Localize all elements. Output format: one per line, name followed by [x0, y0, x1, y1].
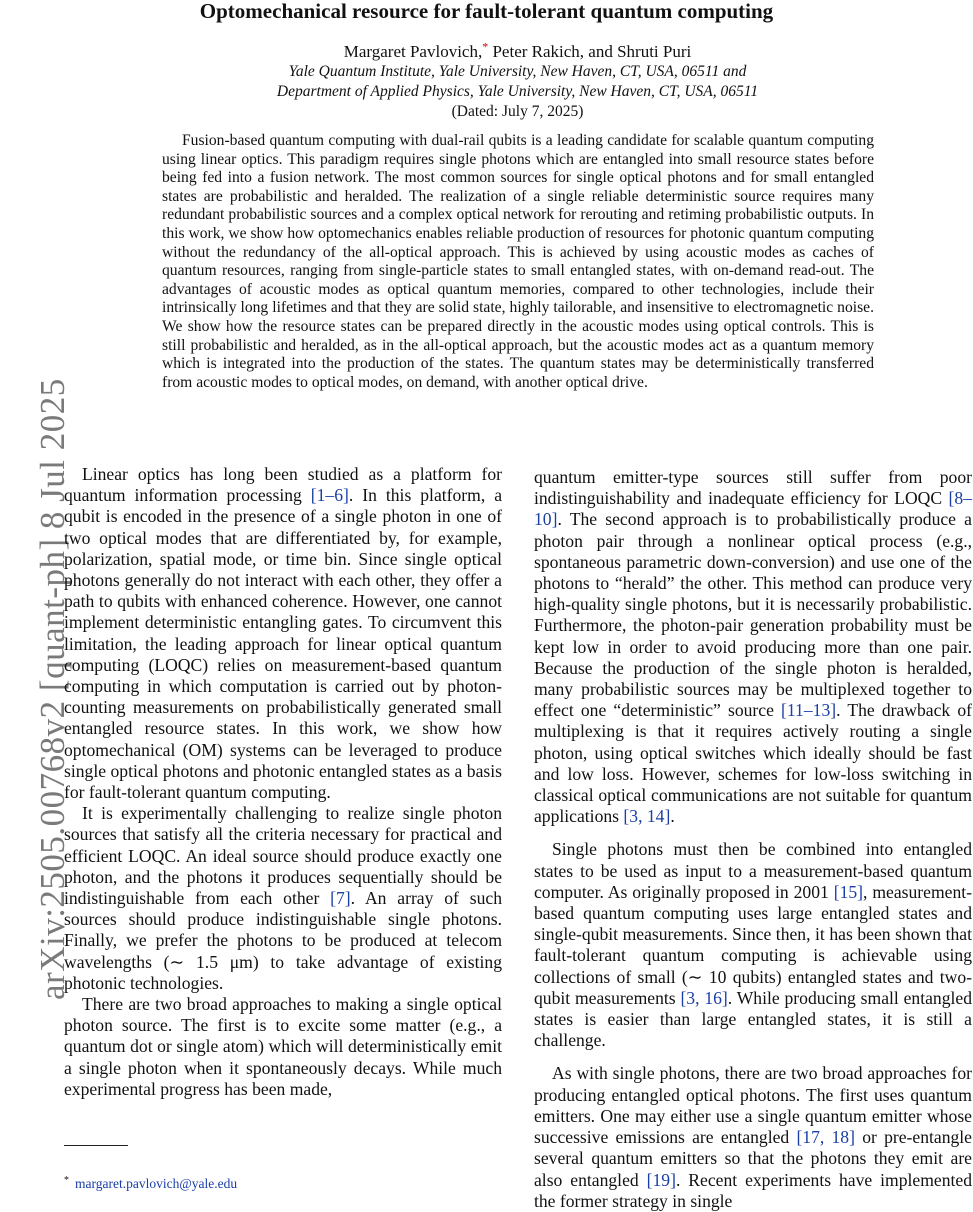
affiliation-line-1: Yale Quantum Institute, Yale University, New Haven, CT, USA, 06511 and — [288, 63, 747, 80]
arxiv-identifier-stamp: arXiv:2505.00768v2 [quant-ph] 8 Jul 2025 — [33, 378, 72, 1000]
paper-title: Optomechanical resource for fault-tolerant quantum computing — [199, 0, 774, 23]
paragraph: Linear optics has long been studied as a platform for quantum information processing [1–6]. In this platform, a qubit is encoded in the presence of a single photon in one of two optical modes that are differentiated by, for example, polarization, spatial mode, or time bin. Since single optical photons generally do not interact with each other, they offer a path to qubits with enhanced coherence. However, one cannot implement deterministic entangling gates. To circumvent this limitation, the leading approach for linear optical quantum computing (LOQC) relies on measurement-based quantum computing in which computation is carried out by photon-counting measurements on probabilistically generated small entangled resource states. In this work, we show how optomechanical (OM) systems can be leveraged to produce single optical photons and photonic entangled states as a basis for fault-tolerant quantum computing. — [64, 464, 503, 803]
footnote-divider — [64, 1145, 128, 1146]
paragraph: quantum emitter-type sources still suffer from poor indistinguishability and inadequate efficiency for LOQC [8–10]. The second approach is to probabilistically produce a photon pair through a nonlinear optical process (e.g., spontaneous parametric down-conversion) and use one of the photons to “herald” the other. This method can produce very high-quality single photons, but it is necessarily probabilistic. Furthermore, the photon-pair generation probability must be kept low in order to avoid producing more than one pair. Because the production of the single photon is heralded, many probabilistic sources may be multiplexed together to effect one “deterministic” source [11–13]. The drawback of multiplexing is that it requires actively routing a single photon, using optical switches which ideally should be fast and low loss. However, schemes for low-loss switching in classical optical communications are not suitable for quantum applications [3, 14]. — [534, 467, 972, 827]
citation-link[interactable]: [19] — [646, 1169, 676, 1190]
citation-link[interactable]: [8–10] — [534, 488, 972, 530]
citation-link[interactable]: [3, 14] — [623, 806, 671, 827]
citation-link[interactable]: [11–13] — [781, 700, 837, 721]
abstract: Fusion-based quantum computing with dual-rail qubits is a leading candidate for scalable quantum computing using linear optics. This paradigm requires single photons which are entangled into small resource states before being fed into a fusion network. The most common sources for single optical photons and for small entangled states are probabilistic and heralded. The realization of a single reliable deterministic source requires many redundant probabilistic sources and a complex optical network for rerouting and retiming probabilistic outputs. In this work, we show how optomechanics enables reliable production of resources for photonic quantum computing without the redundancy of the all-optical approach. This is achieved by using acoustic modes as caches of quantum resources, ranging from single-particle states to small entangled states, with on-demand read-out. The advantages of acoustic modes as optical quantum memories, compared to other technologies, include their intrinsically long lifetimes and that they are solid state, highly tailorable, and insensitive to electromagnetic noise. We show how the resource states can be prepared directly in the acoustic modes using optical controls. This is still probabilistic and heralded, as in the all-optical approach, but the acoustic modes act as a quantum memory which is integrated into the production of the states. The quantum states may be deterministically transferred from acoustic modes to optical modes, on demand, with another optical drive. — [162, 132, 874, 391]
paragraph: As with single photons, there are two broad approaches for producing entangled optical photons. The first uses quantum emitters. One may either use a single quantum emitter whose successive emissions are entangled [17, 18] or pre-entangle several quantum emitters so that the photons they emit are also entangled [19]. Recent experiments have implemented the former strategy in single — [534, 1063, 973, 1211]
paragraph: Single photons must then be combined into entangled states to be used as input to a measurement-based quantum computer. As originally proposed in 2001 [15], measurement-based quantum computing uses large entangled states and single-qubit measurements. Since then, it has been shown that fault-tolerant quantum computing is achievable using collections of small (∼ 10 qubits) entangled states and two-qubit measurements [3, 16]. While producing small entangled states is easier than large entangled states, it is still a challenge. — [534, 839, 973, 1051]
affiliation-line-2: Department of Applied Physics, Yale University, New Haven, CT, USA, 06511 — [276, 83, 759, 100]
citation-link[interactable]: [7] — [330, 888, 351, 909]
citation-link[interactable]: [1–6] — [310, 485, 349, 506]
body-column-right — [534, 467, 972, 1212]
author-email-link[interactable]: margaret.pavlovich@yale.edu — [75, 1176, 238, 1191]
body-column-left — [64, 464, 502, 1100]
paragraph: There are two broad approaches to making a single optical photon source. The first is to excite some matter (e.g., a quantum dot or single atom) which will deterministically emit a single photon when it spontaneously decays. While much experimental progress has been made, — [64, 994, 502, 1099]
citation-link[interactable]: [15] — [833, 881, 864, 902]
footnote-marker: * — [64, 1174, 69, 1186]
citation-link[interactable]: [17, 18] — [796, 1127, 855, 1148]
citation-link[interactable]: [3, 16] — [680, 987, 728, 1008]
date-line: (Dated: July 7, 2025) — [451, 103, 584, 120]
footnote-marker-link[interactable]: * — [482, 39, 489, 54]
footnote — [64, 1176, 237, 1192]
author-list — [0, 39, 973, 62]
paragraph: It is experimentally challenging to realize single photon sources that satisfy all the criteria necessary for practical and efficient LOQC. An ideal source should produce exactly one photon, and the photons it produces sequentially should be indistinguishable from each other [7]. An array of such sources should produce indistinguishable single photons. Finally, we prefer the photons to be produced at telecom wavelengths (∼ 1.5 μm) to take advantage of existing photonic technologies. — [64, 803, 502, 993]
author-name: Margaret Pavlovich, — [343, 42, 483, 61]
author-names-rest: Peter Rakich, and Shruti Puri — [488, 42, 692, 61]
